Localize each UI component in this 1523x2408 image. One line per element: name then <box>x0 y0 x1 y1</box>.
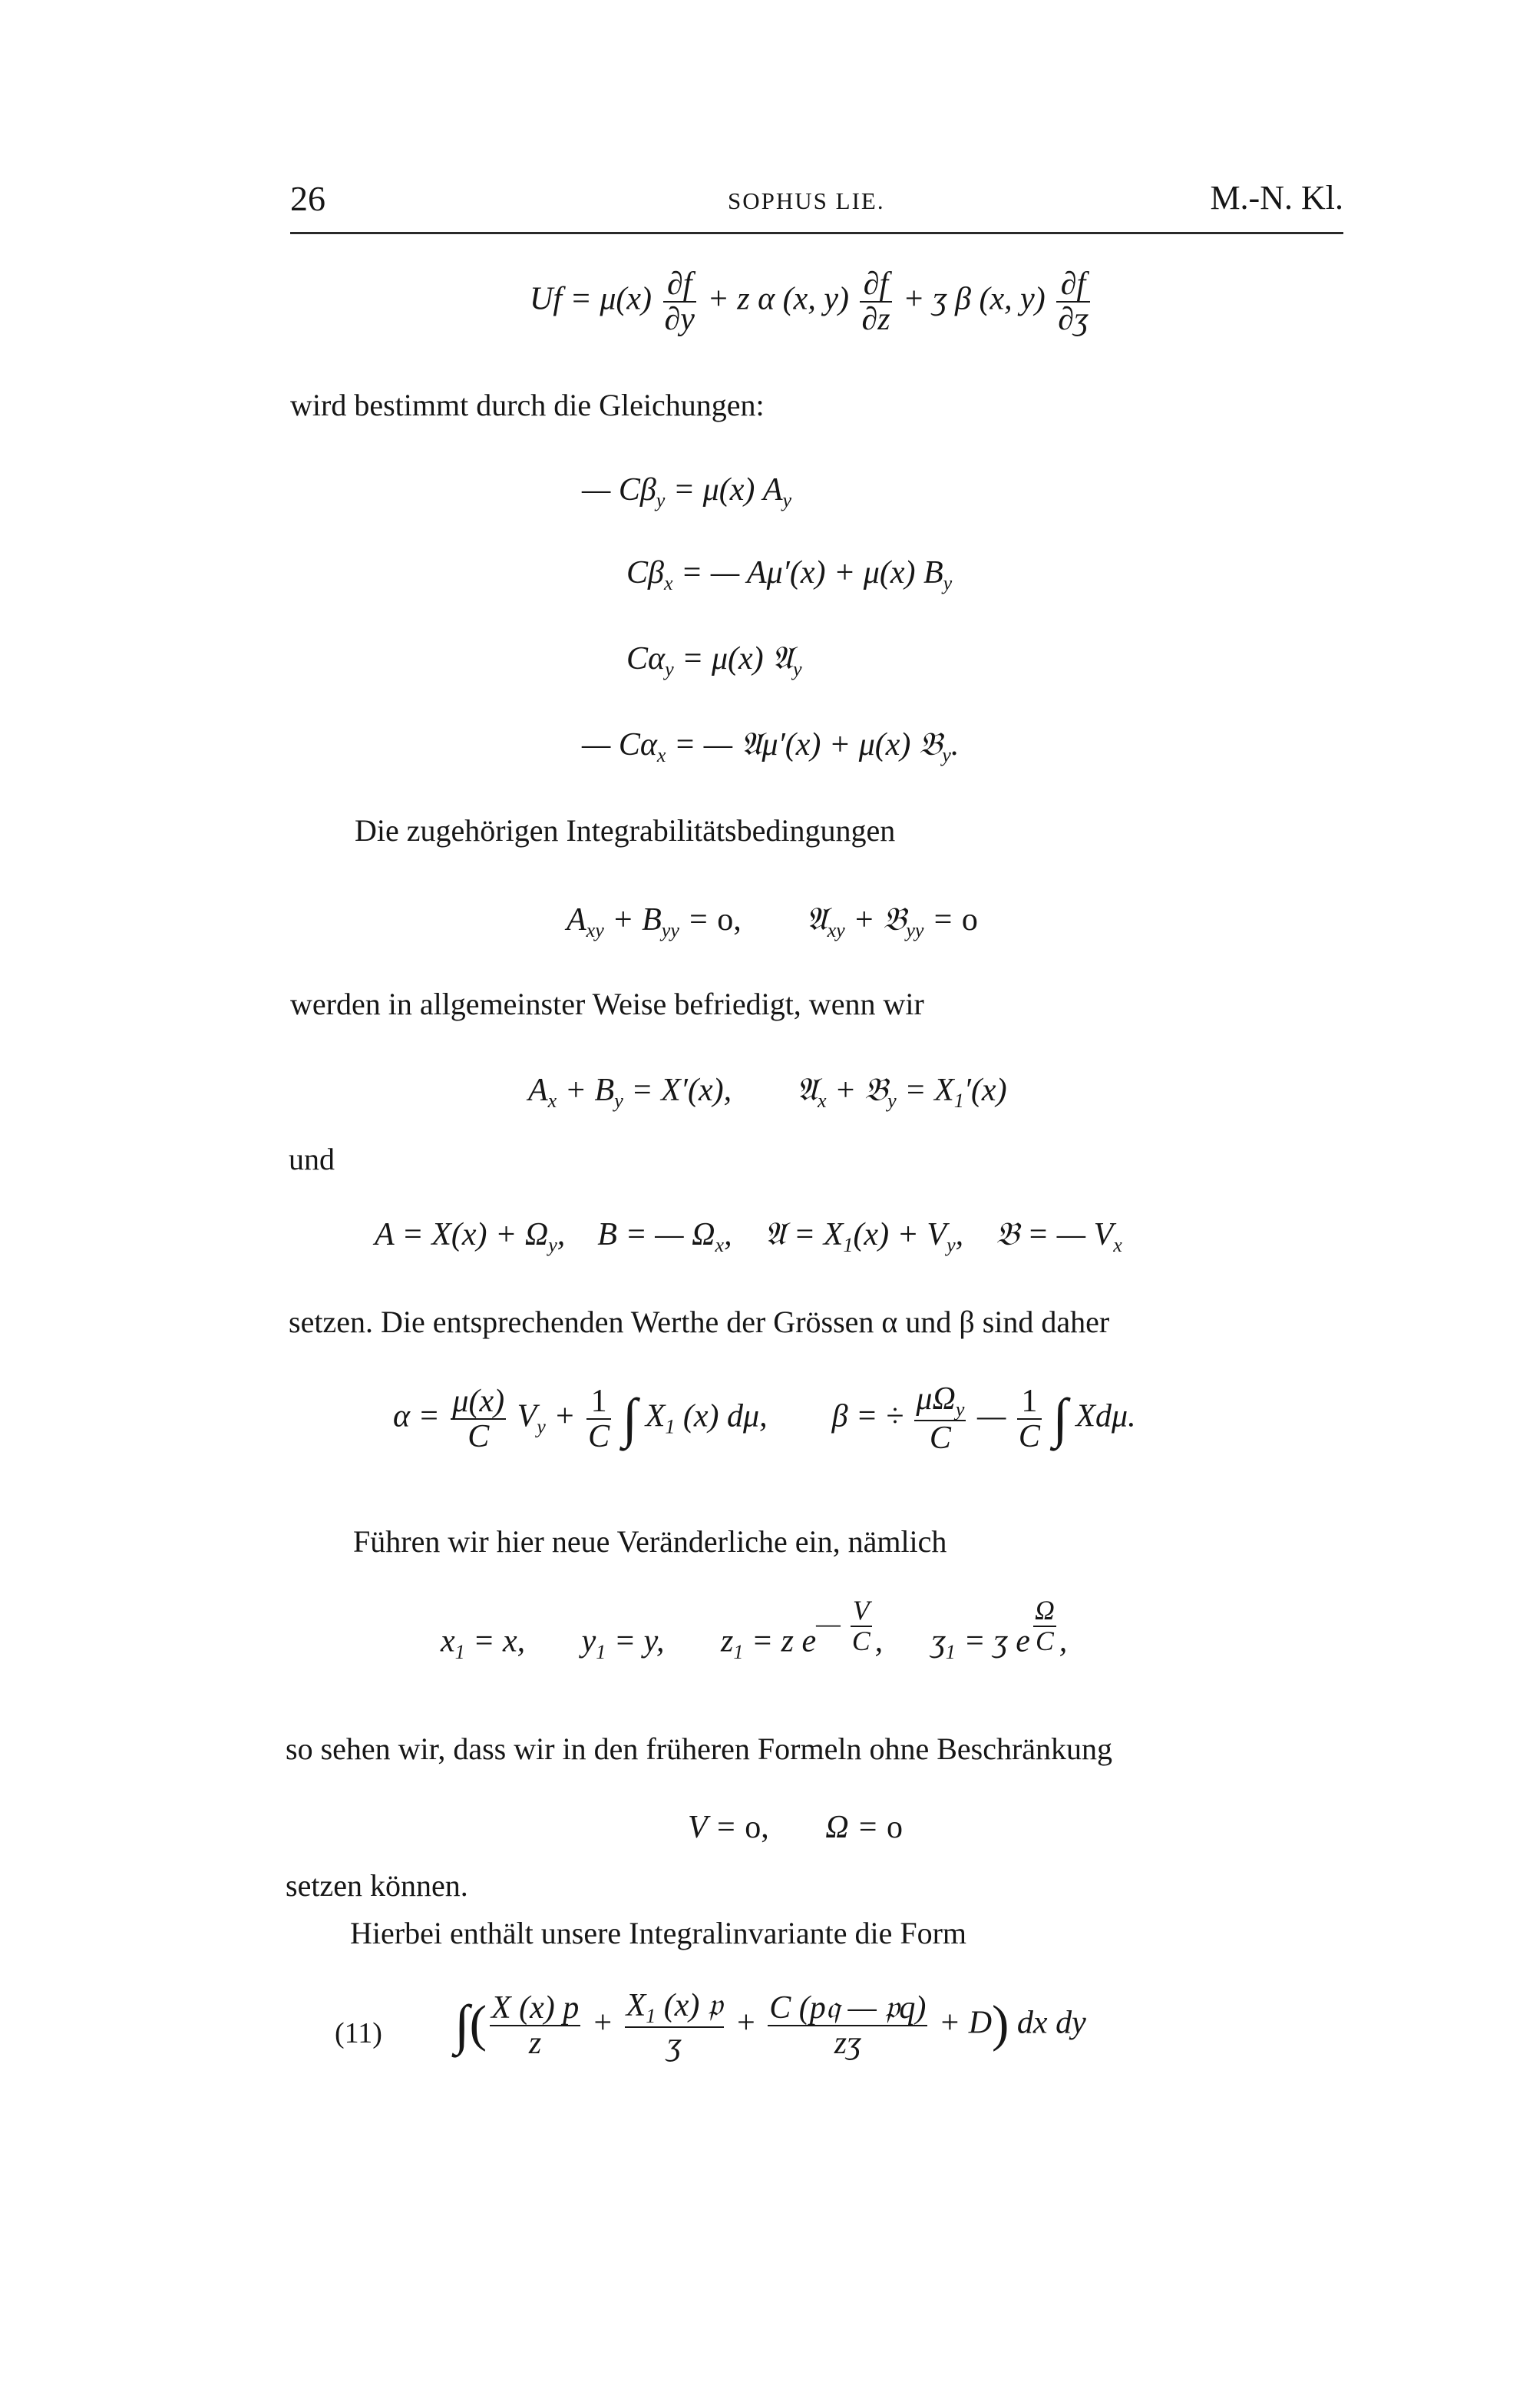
equation-integral-invariant: ∫( $\frac{X (x) p}{z}$ + $X_1$ (x) 𝔭 ʒ + C (p𝔮 — 𝔭q) zʒ + D) dx dy <box>454 1988 1086 2063</box>
equation-substitution: $A = X(x) + \Omega_y$, B = — $\Omega_x$, 𝔄 = $X_1(x) + V_y$, 𝔅 = — $V_x$ <box>375 1217 1122 1257</box>
paragraph-line: so sehen wir, dass wir in den früheren Formeln ohne Beschränkung <box>286 1732 1113 1766</box>
equation-v-omega-zero: V = o, Ω = o <box>688 1810 903 1845</box>
running-header <box>290 170 1343 234</box>
section-label: M.-N. Kl. <box>1210 179 1343 217</box>
paragraph-line: setzen können. <box>286 1868 468 1903</box>
paragraph-line: Führen wir hier neue Veränderliche ein, nämlich <box>353 1524 947 1559</box>
equation-new-variables: $x_1 = x$, $y_1 = y$, $z_1 = z$ e— $\frac{V}{C}$ , ʒ$_1$ = ʒ e $\frac{\Omega}{C}$ , <box>441 1595 1068 1663</box>
equation-operator-uf: Uf = μ(x) $\frac{\partial f}{\partial y}$ + z α (x, y) $\frac{\partial f}{\partial z}$ + ʒ β (x, y) $\frac{\partial f}{\text{∂ʒ}}$ <box>530 266 1089 338</box>
paragraph-line: Hierbei enthält unsere Integralinvariante die Form <box>350 1916 967 1950</box>
paragraph-line: und <box>289 1142 335 1176</box>
paragraph-line: Die zugehörigen Integrabilitätsbedingungen <box>355 813 896 848</box>
equation-integrability: $A_{xy} + B_{yy} = o$, 𝔄$_{xy}$ + 𝔅$_{yy}$ = o <box>567 902 978 942</box>
equation-alpha-beta: α = $\frac{\mu(x)}{C}$ $V_y$ + $\frac{1}{C}$ ∫ $X_1$ (x) dμ, β = ÷ $\mu\Omega_y$ C — $\frac{1}{C}$ ∫ Xdμ. <box>393 1381 1136 1457</box>
paragraph-line: setzen. Die entsprechenden Werthe der Grössen α und β sind daher <box>289 1305 1110 1339</box>
equation-system-line: — $C\alpha_x$ = — 𝔄μ′(x) + μ(x) 𝔅$_y$. <box>582 727 960 767</box>
running-title: SOPHUS LIE. <box>728 187 885 214</box>
equation-number: (11) <box>335 2017 382 2049</box>
paragraph-line: wird bestimmt durch die Gleichungen: <box>290 388 765 422</box>
equation-system-line: — $C\beta_y = \mu(x)$ $A_y$ <box>582 472 792 512</box>
paragraph-line: werden in allgemeinster Weise befriedigt, wenn wir <box>290 987 924 1021</box>
equation-first-integrals: $A_x + B_y = X'(x)$, 𝔄$_x$ + 𝔅$_y$ = $X_1'(x)$ <box>528 1073 1007 1113</box>
page-number: 26 <box>290 179 325 218</box>
equation-system-line: $C\beta_x$ = — Aμ′(x) + μ(x) $B_y$ <box>626 555 953 595</box>
equation-system-line: $C\alpha_y = \mu(x)$ 𝔄$_y$ <box>626 641 802 681</box>
